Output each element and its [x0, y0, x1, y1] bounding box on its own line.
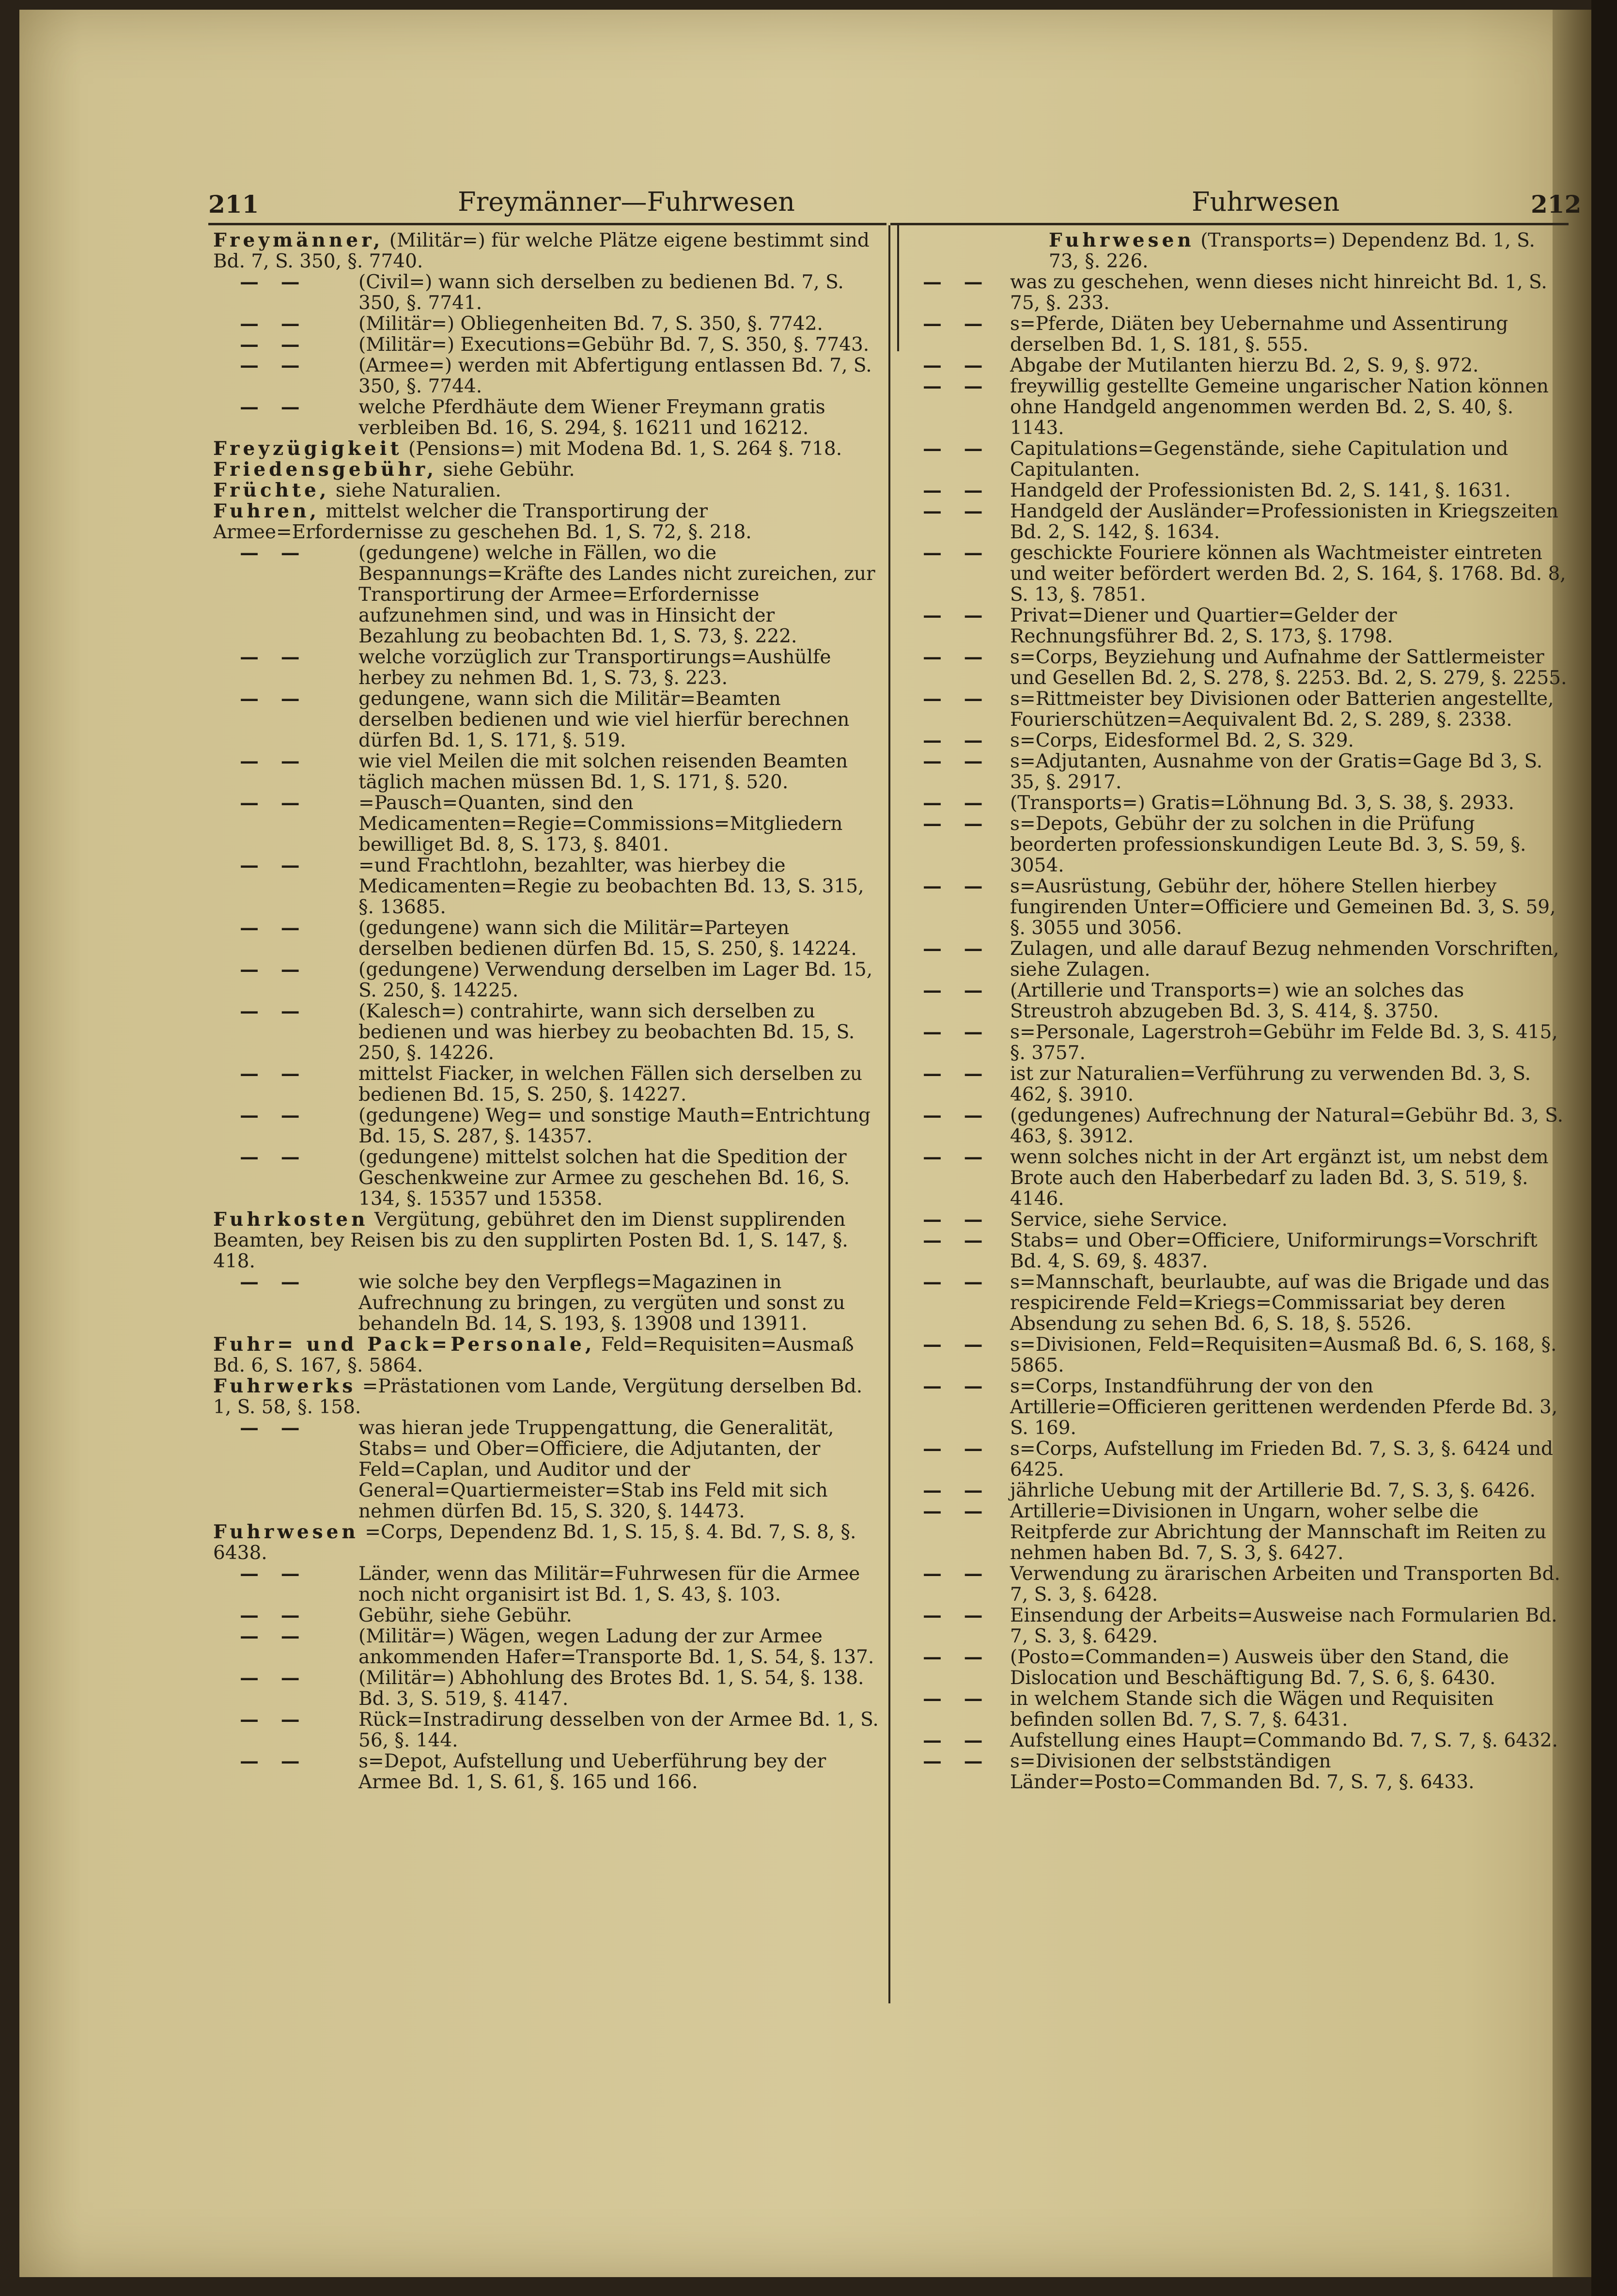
entry-text: (Militär=) für welche Plätze eigene bestimmt sind Bd. 7, S. 350, §. 7740. [213, 230, 870, 272]
index-subentry [213, 1001, 879, 1063]
ditto-dash: — — [923, 729, 991, 751]
index-subentry [213, 1751, 879, 1793]
ditto-dash: — — [240, 687, 308, 710]
index-subentry [903, 1230, 1567, 1272]
ditto-dash: — — [923, 1687, 991, 1710]
index-subentry [903, 793, 1567, 813]
ditto-dash: — — [923, 792, 991, 814]
subentry-text: (Armee=) werden mit Abfertigung entlassen Bd. 7, S. 350, §. 7744. [358, 355, 872, 397]
entry-keyword: Freyzügigkeit [213, 437, 403, 460]
subentry-text: s=Corps, Beyziehung und Aufnahme der Sattlermeister und Gesellen Bd. 2, S. 278, §. 2253. Bd. 2, S. 279, §. 2255. [1010, 646, 1567, 689]
ditto-dash: — — [923, 1437, 991, 1460]
subentry-text: ist zur Naturalien=Verführung zu verwenden Bd. 3, S. 462, §. 3910. [1010, 1063, 1531, 1106]
index-subentry [213, 334, 879, 355]
ditto-dash: — — [923, 542, 991, 564]
index-subentry [903, 1105, 1567, 1147]
index-subentry [903, 1480, 1567, 1501]
subentry-text: Aufstellung eines Haupt=Commando Bd. 7, S. 7, §. 6432. [1010, 1730, 1558, 1751]
entry-keyword: Freymänner, [213, 229, 384, 251]
column-divider [888, 225, 890, 2003]
index-subentry [903, 1563, 1567, 1605]
ditto-dash: — — [240, 312, 308, 335]
ditto-dash: — — [240, 271, 308, 293]
index-entry [213, 1522, 879, 1563]
left-page-number: 211 [208, 190, 259, 219]
ditto-dash: — — [923, 1021, 991, 1043]
entry-keyword: Friedensgebühr, [213, 458, 437, 481]
index-subentry [903, 605, 1567, 647]
ditto-dash: — — [923, 1646, 991, 1668]
ditto-dash: — — [923, 1750, 991, 1772]
subentry-text: Service, siehe Service. [1010, 1209, 1228, 1231]
subentry-text: s=Depots, Gebühr der zu solchen in die Prüfung beorderten professionskundigen Leute Bd. 3, S. 59, §. 3054. [1010, 813, 1526, 876]
ditto-dash: — — [240, 1146, 308, 1168]
subentry-text: Rück=Instradirung desselben von der Armee Bd. 1, S. 56, §. 144. [358, 1709, 879, 1751]
entry-keyword: Fuhrkosten [213, 1208, 369, 1231]
ditto-dash: — — [923, 1104, 991, 1126]
index-subentry [903, 376, 1567, 438]
index-subentry [213, 355, 879, 397]
subentry-text: =Pausch=Quanten, sind den Medicamenten=Regie=Commissions=Mitgliedern bewilliget Bd. 8, S. 173, §. 8401. [358, 792, 843, 856]
index-subentry [903, 1022, 1567, 1063]
ditto-dash: — — [240, 646, 308, 668]
subentry-text: Privat=Diener und Quartier=Gelder der Rechnungsführer Bd. 2, S. 173, §. 1798. [1010, 605, 1397, 647]
index-subentry [903, 813, 1567, 876]
index-subentry [903, 1376, 1567, 1438]
index-subentry [213, 793, 879, 855]
entry-keyword: Fuhrwesen [1049, 229, 1195, 251]
entry-keyword: Fuhren, [213, 500, 320, 522]
ditto-dash: — — [923, 1500, 991, 1522]
ditto-dash: — — [240, 1708, 308, 1731]
ditto-dash: — — [240, 542, 308, 564]
entry-text: =Prästationen vom Lande, Vergütung derselben Bd. 1, S. 58, §. 158. [213, 1375, 863, 1418]
ditto-dash: — — [240, 854, 308, 876]
subentry-text: (Militär=) Obliegenheiten Bd. 7, S. 350, §. 7742. [358, 313, 823, 335]
subentry-text: (Civil=) wann sich derselben zu bedienen Bd. 7, S. 350, §. 7741. [358, 271, 844, 314]
index-subentry [903, 272, 1567, 313]
subentry-text: (Militär=) Wägen, wegen Ladung der zur Armee ankommenden Hafer=Transporte Bd. 1, S. 54, §. 137. [358, 1625, 874, 1668]
subentry-text: s=Corps, Aufstellung im Frieden Bd. 7, S. 3, §. 6424 und 6425. [1010, 1438, 1554, 1481]
subentry-text: Handgeld der Ausländer=Professionisten in Kriegszeiten Bd. 2, S. 142, §. 1634. [1010, 500, 1558, 543]
subentry-text: in welchem Stande sich die Wägen und Requisiten befinden sollen Bd. 7, S. 7, §. 6431. [1010, 1688, 1494, 1731]
ditto-dash: — — [923, 1208, 991, 1231]
index-entry [213, 501, 879, 543]
index-subentry [213, 647, 879, 688]
subentry-text: Einsendung der Arbeits=Ausweise nach Formularien Bd. 7, S. 3, §. 6429. [1010, 1605, 1557, 1647]
index-subentry [903, 543, 1567, 605]
ditto-dash: — — [240, 1750, 308, 1772]
index-subentry [213, 1563, 879, 1605]
entry-text: Vergütung, gebühret den im Dienst supplirenden Beamten, bey Reisen bis zu den supplirten Posten Bd. 1, S. 147, §. 418. [213, 1209, 848, 1272]
index-entry [213, 1209, 879, 1272]
index-subentry [213, 1105, 879, 1147]
index-subentry [903, 730, 1567, 751]
index-subentry [213, 1605, 879, 1626]
subentry-text: welche vorzüglich zur Transportirungs=Aushülfe herbey zu nehmen Bd. 1, S. 73, §. 223. [358, 646, 831, 689]
index-subentry [903, 1209, 1567, 1230]
ditto-dash: — — [923, 1479, 991, 1501]
index-subentry [903, 438, 1567, 480]
index-subentry [903, 1272, 1567, 1334]
subentry-text: (Militär=) Abhohlung des Brotes Bd. 1, S. 54, §. 138. Bd. 3, S. 519, §. 4147. [358, 1667, 864, 1710]
index-subentry [903, 480, 1567, 501]
ditto-dash: — — [923, 375, 991, 397]
ditto-dash: — — [240, 958, 308, 981]
subentry-text: (gedungene) wann sich die Militär=Parteyen derselben bedienen dürfen Bd. 15, S. 250, §. 14224. [358, 917, 857, 960]
entry-keyword: Fuhrwerks [213, 1375, 357, 1397]
index-subentry [213, 272, 879, 313]
subentry-text: was zu geschehen, wenn dieses nicht hinreicht Bd. 1, S. 75, §. 233. [1010, 271, 1547, 314]
ditto-dash: — — [240, 1667, 308, 1689]
index-subentry [903, 1501, 1567, 1563]
index-entry [213, 1334, 879, 1376]
index-subentry [903, 1438, 1567, 1480]
left-running-title: Freymänner—Fuhrwesen [458, 187, 795, 217]
ditto-dash: — — [923, 812, 991, 835]
index-subentry [213, 918, 879, 959]
index-subentry [213, 1709, 879, 1751]
left-index-column [213, 230, 879, 1793]
ditto-dash: — — [923, 312, 991, 335]
subentry-text: mittelst Fiacker, in welchen Fällen sich derselben zu bedienen Bd. 15, S. 250, §. 14227. [358, 1063, 862, 1106]
index-entry [213, 230, 879, 272]
subentry-text: (gedungenes) Aufrechnung der Natural=Gebühr Bd. 3, S. 463, §. 3912. [1010, 1105, 1563, 1147]
ditto-dash: — — [923, 1729, 991, 1751]
index-subentry [903, 1147, 1567, 1209]
ditto-dash: — — [923, 979, 991, 1001]
index-subentry [903, 355, 1567, 376]
index-subentry [903, 1605, 1567, 1647]
subentry-text: s=Rittmeister bey Divisionen oder Batterien angestellte, Fourierschützen=Aequivalent Bd. 2, S. 289, §. 2338. [1010, 688, 1554, 731]
ditto-dash: — — [240, 1625, 308, 1647]
book-edge [1591, 0, 1617, 2296]
index-subentry [213, 1418, 879, 1522]
subentry-text: freywillig gestellte Gemeine ungarischer Nation können ohne Handgeld angenommen werden Bd. 2, S. 40, §. 1143. [1010, 375, 1549, 439]
ditto-dash: — — [923, 1375, 991, 1397]
subentry-text: s=Corps, Instandführung der von den Artillerie=Officieren gerittenen werdenden Pferde Bd. 3, S. 169. [1010, 1375, 1558, 1439]
ditto-dash: — — [240, 333, 308, 356]
right-running-title: Fuhrwesen [1192, 187, 1340, 217]
subentry-text: (Militär=) Executions=Gebühr Bd. 7, S. 350, §. 7743. [358, 334, 870, 356]
subentry-text: jährliche Uebung mit der Artillerie Bd. 7, S. 3, §. 6426. [1010, 1480, 1536, 1501]
ditto-dash: — — [923, 875, 991, 897]
ditto-dash: — — [240, 1062, 308, 1085]
subentry-text: Zulagen, und alle darauf Bezug nehmenden Vorschriften, siehe Zulagen. [1010, 938, 1559, 981]
index-entry [213, 438, 879, 459]
index-subentry [903, 1688, 1567, 1730]
subentry-text: =und Frachtlohn, bezahlter, was hierbey die Medicamenten=Regie zu beobachten Bd. 13, S. 315, §. 13685. [358, 855, 864, 918]
left-header-rule [208, 223, 886, 225]
subentry-text: Stabs= und Ober=Officiere, Uniformirungs=Vorschrift Bd. 4, S. 69, §. 4837. [1010, 1230, 1538, 1272]
index-subentry [903, 647, 1567, 688]
ditto-dash: — — [923, 646, 991, 668]
ditto-dash: — — [240, 1604, 308, 1626]
entry-text: siehe Naturalien. [335, 480, 501, 501]
ditto-dash: — — [923, 1146, 991, 1168]
ditto-dash: — — [923, 479, 991, 501]
subentry-text: wie solche bey den Verpflegs=Magazinen in Aufrechnung zu bringen, zu vergüten und sonst zu behandeln Bd. 14, S. 193, §. 13908 und 13911. [358, 1271, 845, 1335]
ditto-dash: — — [923, 1229, 991, 1251]
index-subentry [213, 751, 879, 793]
index-subentry [213, 1063, 879, 1105]
index-subentry [213, 397, 879, 438]
entry-text: siehe Gebühr. [443, 459, 575, 481]
subentry-text: (gedungene) mittelst solchen hat die Spedition der Geschenkweine zur Armee zu geschehen Bd. 16, S. 134, §. 15357 und 15358. [358, 1146, 850, 1210]
index-subentry [903, 1730, 1567, 1751]
subentry-text: wie viel Meilen die mit solchen reisenden Beamten täglich machen müssen Bd. 1, S. 171, §. 520. [358, 750, 848, 793]
right-header-rule [890, 223, 1569, 225]
index-subentry [903, 313, 1567, 355]
entry-text: (Transports=) Dependenz Bd. 1, S. 73, §. 226. [1049, 230, 1535, 272]
index-subentry [903, 501, 1567, 543]
ditto-dash: — — [240, 354, 308, 376]
subentry-text: Länder, wenn das Militär=Fuhrwesen für die Armee noch nicht organisirt ist Bd. 1, S. 43, §. 103. [358, 1563, 860, 1606]
entry-keyword: Fuhr= und Pack=Personale, [213, 1333, 595, 1356]
ditto-dash: — — [240, 1562, 308, 1585]
index-entry [903, 230, 1567, 272]
ditto-dash: — — [240, 792, 308, 814]
ditto-dash: — — [923, 1271, 991, 1293]
index-subentry [903, 1647, 1567, 1688]
ditto-dash: — — [923, 354, 991, 376]
ditto-dash: — — [240, 1104, 308, 1126]
ditto-dash: — — [923, 937, 991, 960]
entry-text: mittelst welcher die Transportirung der Armee=Erfordernisse zu geschehen Bd. 1, S. 72, §. 218. [213, 500, 752, 543]
subentry-text: (Artillerie und Transports=) wie an solches das Streustroh abzugeben Bd. 3, S. 414, §. 3750. [1010, 980, 1464, 1022]
subentry-text: s=Pferde, Diäten bey Uebernahme und Assentirung derselben Bd. 1, S. 181, §. 555. [1010, 313, 1508, 356]
right-page-number: 212 [1531, 190, 1582, 219]
index-subentry [213, 1272, 879, 1334]
ditto-dash: — — [923, 750, 991, 772]
subentry-text: (Transports=) Gratis=Löhnung Bd. 3, S. 38, §. 2933. [1010, 792, 1514, 814]
ditto-dash: — — [923, 1604, 991, 1626]
subentry-text: Gebühr, siehe Gebühr. [358, 1605, 572, 1626]
subentry-text: s=Personale, Lagerstroh=Gebühr im Felde Bd. 3, S. 415, §. 3757. [1010, 1021, 1558, 1064]
index-subentry [903, 1751, 1567, 1793]
index-subentry [213, 543, 879, 647]
ditto-dash: — — [923, 604, 991, 626]
index-subentry [903, 688, 1567, 730]
entry-keyword: Früchte, [213, 479, 330, 501]
ditto-dash: — — [923, 1062, 991, 1085]
index-subentry [213, 1147, 879, 1209]
subentry-text: Abgabe der Mutilanten hierzu Bd. 2, S. 9, §. 972. [1010, 355, 1479, 376]
index-subentry [213, 688, 879, 751]
index-subentry [903, 876, 1567, 938]
ditto-dash: — — [240, 396, 308, 418]
index-entry [213, 480, 879, 501]
subentry-text: s=Depot, Aufstellung und Ueberführung bey der Armee Bd. 1, S. 61, §. 165 und 166. [358, 1750, 826, 1793]
index-subentry [213, 1626, 879, 1668]
entry-text: Feld=Requisiten=Ausmaß Bd. 6, S. 167, §. 5864. [213, 1334, 854, 1376]
index-subentry [903, 1334, 1567, 1376]
ditto-dash: — — [240, 917, 308, 939]
ditto-dash: — — [240, 1417, 308, 1439]
subentry-text: (gedungene) welche in Fällen, wo die Bespannungs=Kräfte des Landes nicht zureichen, zur Transportirung der Armee=Erfordernisse aufzunehmen sind, und was in Hinsicht der Bezahlung zu beobachten Bd. 1, S. 73, §. 222. [358, 542, 875, 647]
subentry-text: s=Adjutanten, Ausnahme von der Gratis=Gage Bd 3, S. 35, §. 2917. [1010, 750, 1543, 793]
entry-text: (Pensions=) mit Modena Bd. 1, S. 264 §. 718. [408, 438, 842, 460]
ditto-dash: — — [923, 687, 991, 710]
ditto-dash: — — [923, 1562, 991, 1585]
index-entry [213, 459, 879, 480]
subentry-text: s=Mannschaft, beurlaubte, auf was die Brigade und das respicirende Feld=Kriegs=Commissariat bey deren Absendung zu sehen Bd. 6, S. 18, §. 5526. [1010, 1271, 1550, 1335]
subentry-text: s=Corps, Eidesformel Bd. 2, S. 329. [1010, 730, 1354, 751]
index-entry [213, 1376, 879, 1418]
subentry-text: (Posto=Commanden=) Ausweis über den Stand, die Dislocation und Beschäftigung Bd. 7, S. 6, §. 6430. [1010, 1646, 1509, 1689]
subentry-text: s=Ausrüstung, Gebühr der, höhere Stellen hierbey fungirenden Unter=Officiere und Gemeinen Bd. 3, S. 59, §. 3055 und 3056. [1010, 875, 1556, 939]
subentry-text: welche Pferdhäute dem Wiener Freymann gratis verbleiben Bd. 16, S. 294, §. 16211 und 16212. [358, 396, 825, 439]
subentry-text: Verwendung zu ärarischen Arbeiten und Transporten Bd. 7, S. 3, §. 6428. [1010, 1563, 1560, 1606]
subentry-text: Artillerie=Divisionen in Ungarn, woher selbe die Reitpferde zur Abrichtung der Mannschaft im Reiten zu nehmen haben Bd. 7, S. 3, §. 6427. [1010, 1500, 1547, 1564]
ditto-dash: — — [923, 271, 991, 293]
index-subentry [903, 938, 1567, 980]
index-subentry [213, 959, 879, 1001]
subentry-text: (Kalesch=) contrahirte, wann sich derselben zu bedienen und was hierbey zu beobachten Bd. 15, S. 250, §. 14226. [358, 1000, 855, 1064]
column-divider-secondary [897, 225, 899, 351]
entry-keyword: Fuhrwesen [213, 1521, 359, 1543]
ditto-dash: — — [240, 1271, 308, 1293]
index-subentry [903, 751, 1567, 793]
index-subentry [213, 855, 879, 918]
ditto-dash: — — [923, 1333, 991, 1356]
ditto-dash: — — [240, 1000, 308, 1022]
index-subentry [903, 1063, 1567, 1105]
ditto-dash: — — [240, 750, 308, 772]
subentry-text: (gedungene) Verwendung derselben im Lager Bd. 15, S. 250, §. 14225. [358, 959, 873, 1001]
subentry-text: gedungene, wann sich die Militär=Beamten derselben bedienen und wie viel hierfür berechnen dürfen Bd. 1, S. 171, §. 519. [358, 688, 850, 751]
right-index-column [903, 230, 1567, 1793]
index-subentry [213, 1668, 879, 1709]
subentry-text: s=Divisionen, Feld=Requisiten=Ausmaß Bd. 6, S. 168, §. 5865. [1010, 1334, 1557, 1376]
subentry-text: wenn solches nicht in der Art ergänzt ist, um nebst dem Brote auch den Haberbedarf zu laden Bd. 3, S. 519, §. 4146. [1010, 1146, 1549, 1210]
subentry-text: (gedungene) Weg= und sonstige Mauth=Entrichtung Bd. 15, S. 287, §. 14357. [358, 1105, 871, 1147]
ditto-dash: — — [923, 437, 991, 460]
entry-text: =Corps, Dependenz Bd. 1, S. 15, §. 4. Bd. 7, S. 8, §. 6438. [213, 1521, 856, 1564]
index-subentry [903, 980, 1567, 1022]
subentry-text: Capitulations=Gegenstände, siehe Capitulation und Capitulanten. [1010, 438, 1508, 481]
ditto-dash: — — [923, 500, 991, 522]
subentry-text: Handgeld der Professionisten Bd. 2, S. 141, §. 1631. [1010, 480, 1511, 501]
subentry-text: s=Divisionen der selbstständigen Länder=Posto=Commanden Bd. 7, S. 7, §. 6433. [1010, 1750, 1475, 1793]
subentry-text: geschickte Fouriere können als Wachtmeister eintreten und weiter befördert werden Bd. 2, S. 164, §. 1768. Bd. 8, S. 13, §. 7851. [1010, 542, 1566, 606]
index-subentry [213, 313, 879, 334]
subentry-text: was hieran jede Truppengattung, die Generalität, Stabs= und Ober=Officiere, die Adjutanten, der Feld=Caplan, und Auditor und der General=Quartiermeister=Stab ins Feld mit sich nehmen dürfen Bd. 15, S. 320, §. 14473. [358, 1417, 834, 1522]
